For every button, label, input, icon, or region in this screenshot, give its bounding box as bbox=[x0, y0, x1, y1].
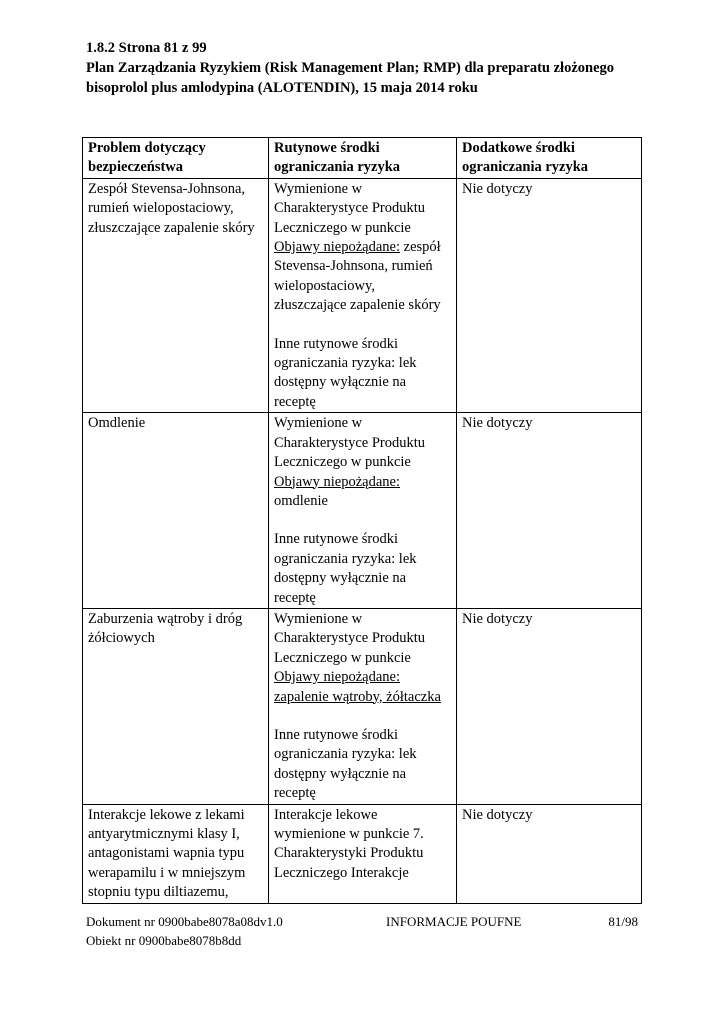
table-row bbox=[83, 178, 642, 412]
cell-additional-measures: Nie dotyczy bbox=[457, 413, 642, 609]
document-header bbox=[86, 38, 666, 98]
column-header-safety-concern: Problem dotyczący bezpieczeństwa bbox=[83, 138, 269, 179]
page-number: 81/98 bbox=[608, 914, 638, 929]
document-number: Dokument nr 0900babe8078a08dv1.0 bbox=[86, 914, 283, 929]
section-page-ref: 1.8.2 Strona 81 z 99 bbox=[86, 40, 207, 56]
adverse-reactions-label: Objawy niepożądane: bbox=[274, 239, 401, 256]
cell-safety-concern: Interakcje lekowe z lekami antyarytmicznymi klasy I, antagonistami wapnia typu werapamilu i w mniejszym stopniu typu diltiazemu, bbox=[83, 804, 269, 903]
cell-additional-measures: Nie dotyczy bbox=[457, 178, 642, 412]
object-number: Obiekt nr 0900babe8078b8dd bbox=[86, 933, 242, 948]
cell-additional-measures: Nie dotyczy bbox=[457, 804, 642, 903]
adverse-reactions-label: Objawy niepożądane: bbox=[274, 473, 401, 490]
cell-safety-concern: Zaburzenia wątroby i dróg żółciowych bbox=[83, 608, 269, 804]
table-header-row bbox=[83, 138, 642, 179]
cell-routine-measures: Interakcje lekowe wymienione w punkcie 7. Charakterystyki Produktu Leczniczego Interakcje bbox=[269, 804, 457, 903]
confidential-label: INFORMACJE POUFNE bbox=[386, 914, 522, 929]
document-footer bbox=[86, 912, 638, 950]
document-title-line-1: Plan Zarządzania Ryzykiem (Risk Management Plan; RMP) dla preparatu złożonego bbox=[86, 60, 615, 76]
table-row bbox=[83, 413, 642, 609]
cell-additional-measures: Nie dotyczy bbox=[457, 608, 642, 804]
cell-routine-measures: Wymienione w Charakterystyce Produktu Leczniczego w punkcie Objawy niepożądane: zapalenie wątroby, żółtaczka Inne rutynowe środki ograniczania ryzyka: lek dostępny wyłącznie na receptę bbox=[269, 608, 457, 804]
cell-routine-measures: Wymienione w Charakterystyce Produktu Leczniczego w punkcie Objawy niepożądane: zespół Stevensa-Johnsona, rumień wielopostaciowy, złuszczające zapalenie skóry Inne rutynowe środki ograniczania ryzyka: lek dostępny wyłącznie na receptę bbox=[269, 178, 457, 412]
cell-safety-concern: Zespół Stevensa-Johnsona, rumień wielopostaciowy, złuszczające zapalenie skóry bbox=[83, 178, 269, 412]
document-title-line-2: bisoprolol plus amlodypina (ALOTENDIN), 15 maja 2014 roku bbox=[86, 80, 478, 96]
table-row bbox=[83, 804, 642, 903]
column-header-additional-measures: Dodatkowe środki ograniczania ryzyka bbox=[457, 138, 642, 179]
column-header-routine-measures: Rutynowe środki ograniczania ryzyka bbox=[269, 138, 457, 179]
table-row bbox=[83, 608, 642, 804]
adverse-reactions-label: Objawy niepożądane: bbox=[274, 669, 401, 686]
risk-minimisation-table bbox=[82, 137, 642, 904]
cell-routine-measures: Wymienione w Charakterystyce Produktu Leczniczego w punkcie Objawy niepożądane: omdlenie Inne rutynowe środki ograniczania ryzyka: lek dostępny wyłącznie na receptę bbox=[269, 413, 457, 609]
cell-safety-concern: Omdlenie bbox=[83, 413, 269, 609]
